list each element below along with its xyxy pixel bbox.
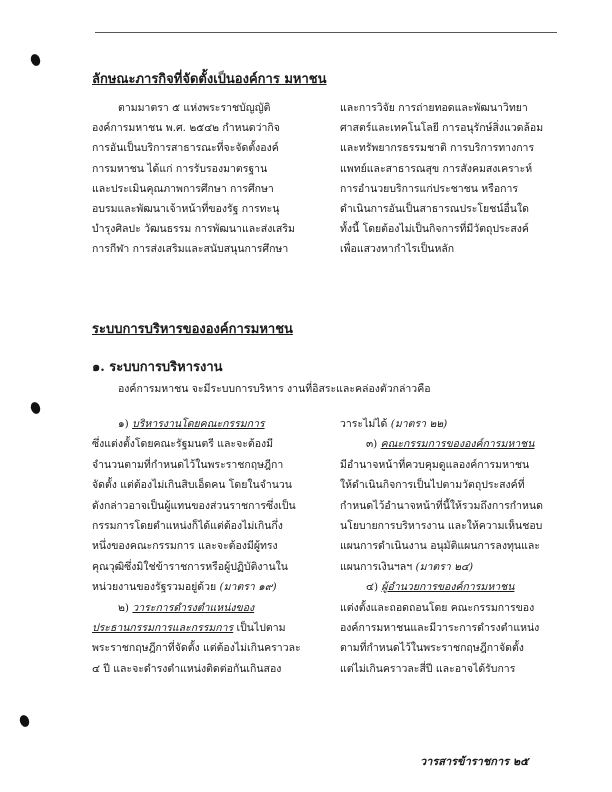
- item-2-heading-cont: [92, 618, 312, 638]
- text-line: บำรุงศิลปะ วัฒนธรรม การพัฒนาและส่งเสริม: [92, 223, 295, 236]
- text-line: อบรมและพัฒนาเจ้าหน้าที่ของรัฐ การทะนุ: [92, 202, 280, 215]
- item-number: ๓): [366, 438, 378, 451]
- item-title: บริหารงานโดยคณะกรรมการ: [132, 418, 265, 430]
- item-2-heading: [92, 598, 312, 618]
- line-text: แผนการเงินฯลฯ: [340, 560, 413, 573]
- item-title: ประธานกรรมการและกรรมการ: [92, 621, 234, 634]
- text-line: การอำนวยบริการแก่ประชาชน หรือการ: [340, 182, 519, 195]
- text-line-with-ref: [92, 577, 312, 597]
- text-line: ๔ ปี และจะดำรงตำแหน่งติดต่อกันเกินสอง: [92, 662, 282, 675]
- text-line: กรรมการโดยตำแหน่งก็ได้แต่ต้องไม่เกินกึ่ง: [92, 519, 283, 532]
- page-footer: วารสารข้าราชการ ๒๕: [420, 755, 529, 768]
- text-line: การอันเป็นบริการสาธารณะที่จะจัดตั้งองค์: [92, 142, 279, 155]
- item-title: วาระการดำรงตำแหน่งของ: [132, 601, 255, 614]
- text-line: ตามมาตรา ๕ แห่งพระราชบัญญัติ: [118, 102, 271, 114]
- text-line: องค์การมหาชน พ.ศ. ๒๕๔๒ กำหนดว่ากิจ: [92, 122, 280, 135]
- section-ref: (มาตรา ๒๒): [390, 418, 448, 430]
- text-line: ศาสตร์และเทคโนโลยี การอนุรักษ์สิ่งแวดล้อม: [340, 122, 544, 135]
- item-3-heading: [340, 434, 566, 454]
- text-line: จัดตั้ง แต่ต้องไม่เกินสิบเอ็ดคน โดยในจำนวน: [92, 479, 292, 492]
- line-text: วาระไม่ได้: [340, 418, 388, 430]
- text-line-with-ref: [340, 414, 566, 434]
- text-line: องค์การมหาชนและมีวาระการดำรงตำแหน่ง: [340, 621, 540, 634]
- item-1-heading: [92, 414, 312, 434]
- text-line: ดังกล่าวอาจเป็นผู้แทนของส่วนราชการซึ่งเป็น: [92, 499, 296, 512]
- text-line: การกีฬา การส่งเสริมและสนับสนุนการศึกษา: [92, 243, 289, 256]
- line-text: เป็นไปตาม: [236, 621, 286, 634]
- item-4-heading: [340, 577, 566, 597]
- subtitle: ระบบการบริหารขององค์การมหาชน: [92, 322, 293, 337]
- text-line: เพื่อแสวงหากำไรเป็นหลัก: [340, 243, 455, 256]
- text-line: กำหนดไว้อำนาจหน้าที่นี้ให้รวมถึงการกำหนด: [340, 499, 543, 512]
- column-c: [92, 414, 312, 679]
- binder-hole-top: [29, 53, 42, 67]
- section-title: ลักษณะภารกิจที่จัดตั้งเป็นองค์การ มหาชน: [92, 72, 327, 87]
- text-line: และการวิจัย การถ่ายทอดและพัฒนาวิทยา: [340, 102, 528, 114]
- intro-line: องค์การมหาชน จะมีระบบการบริหาร งานที่อิสระและคล่องตัวกล่าวคือ: [118, 383, 431, 395]
- text-line: แต่งตั้งและถอดถอนโดย คณะกรรมการของ: [340, 601, 535, 614]
- text-line: มีอำนาจหน้าที่ควบคุมดูแลองค์การมหาชน: [340, 458, 530, 471]
- section-ref: (มาตรา ๑๙): [219, 581, 277, 594]
- text-line: แพทย์และสาธารณสุข การสังคมสงเคราะห์: [340, 162, 533, 175]
- sub-heading: ๑. ระบบการบริหารงาน: [92, 360, 223, 375]
- text-line: ดำเนินการอันเป็นสาธารณประโยชน์อื่นใด: [340, 202, 529, 215]
- column-b: [340, 98, 566, 260]
- item-number: ๒): [118, 601, 130, 614]
- text-line: ให้ดำเนินกิจการเป็นไปตามวัตถุประสงค์ที่: [340, 479, 525, 492]
- column-a: [92, 98, 312, 260]
- item-number: ๔): [366, 581, 379, 594]
- item-title: คณะกรรมการขององค์การมหาชน: [380, 438, 535, 451]
- text-line: แต่ไม่เกินคราวละสี่ปี และอาจได้รับการ: [340, 662, 516, 675]
- text-line: จำนวนตามที่กำหนดไว้ในพระราชกฤษฎีกา: [92, 458, 284, 471]
- text-line: และทรัพยากรธรรมชาติ การบริการทางการ: [340, 142, 535, 155]
- line-text: หน่วยงานของรัฐรวมอยู่ด้วย: [92, 581, 217, 594]
- text-line-with-ref: [340, 557, 566, 577]
- item-title: ผู้อำนวยการของค์การมหาชน: [381, 581, 515, 594]
- text-line: ทั้งนี้ โดยต้องไม่เป็นกิจการที่มีวัตถุประสงค์: [340, 223, 529, 236]
- text-line: และประเมินคุณภาพการศึกษา การศึกษา: [92, 182, 274, 195]
- binder-hole-middle: [29, 401, 42, 415]
- text-line: ตามที่กำหนดไว้ในพระราชกฤษฎีกาจัดตั้ง: [340, 642, 524, 655]
- section-ref: (มาตรา ๒๔): [415, 560, 474, 573]
- item-number: ๑): [118, 418, 129, 430]
- top-rule: [95, 32, 557, 33]
- text-line: พระราชกฤษฎีกาที่จัดตั้ง แต่ต้องไม่เกินคราวละ: [92, 642, 301, 655]
- binder-hole-bottom: [18, 714, 31, 728]
- text-line: แผนการดำเนินงาน อนุมัติแผนการลงทุนและ: [340, 540, 540, 553]
- text-line: คุณวุฒิซึ่งมิใช่ข้าราชการหรือผู้ปฏิบัติงานใน: [92, 560, 288, 573]
- text-line: นโยบายการบริหารงาน และให้ความเห็นชอบ: [340, 519, 543, 532]
- text-line: ซึ่งแต่งตั้งโดยคณะรัฐมนตรี และจะต้องมี: [92, 438, 274, 451]
- column-d: [340, 414, 566, 679]
- text-line: การมหาชน ได้แก่ การรับรองมาตรฐาน: [92, 162, 268, 175]
- text-line: หนึ่งของคณะกรรมการ และจะต้องมีผู้ทรง: [92, 540, 278, 553]
